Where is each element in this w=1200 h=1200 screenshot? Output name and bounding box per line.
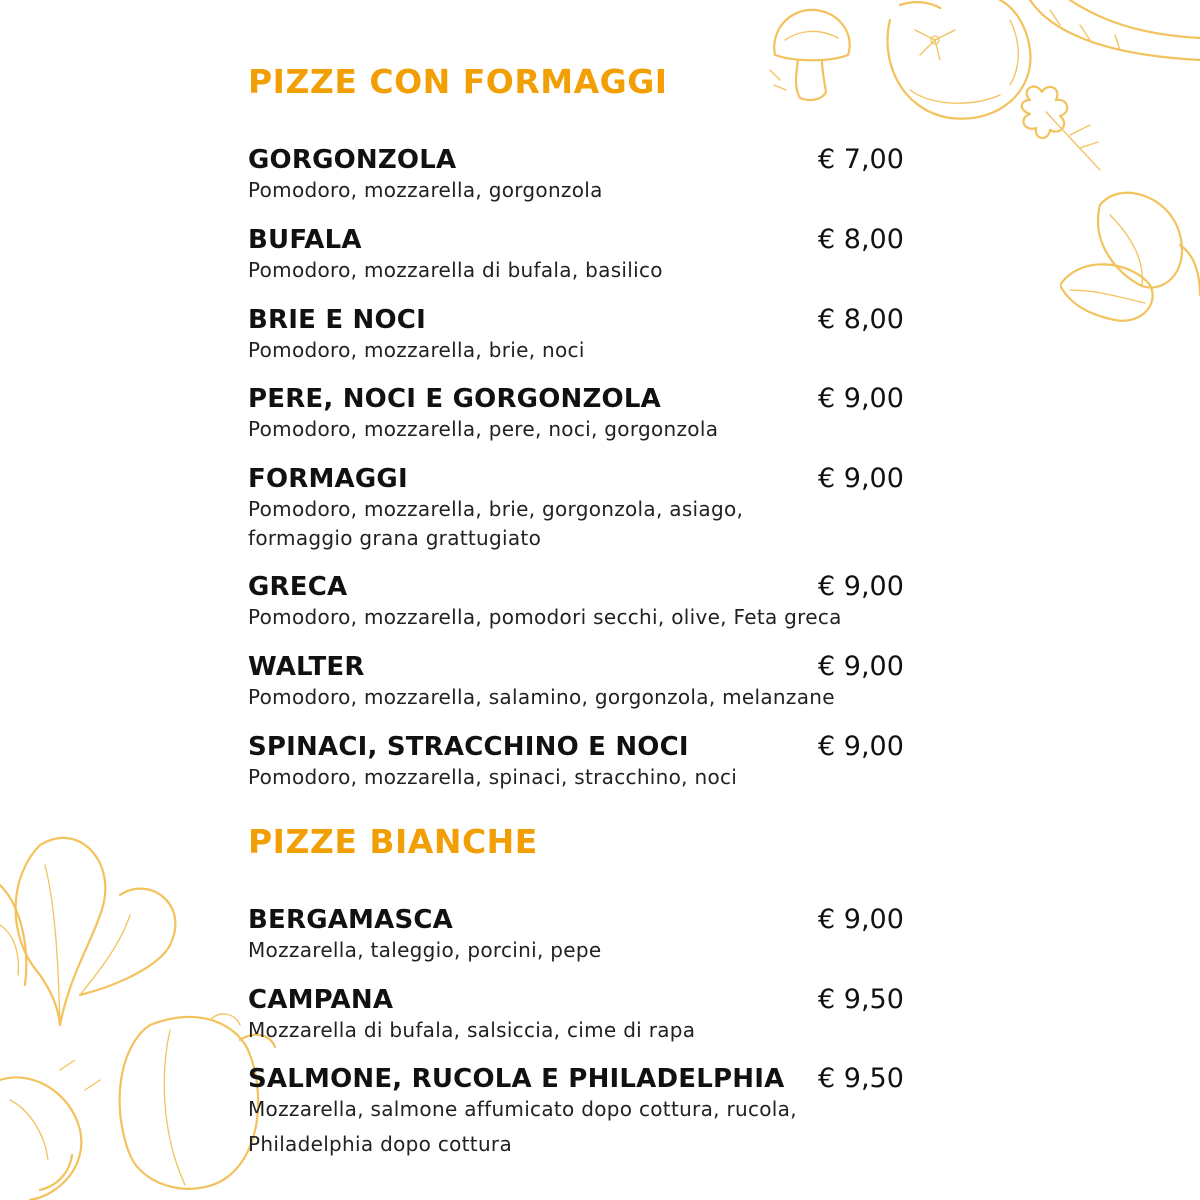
item-description: Pomodoro, mozzarella, brie, gorgonzola, asiago, [248, 497, 744, 521]
item-name: PERE, NOCI E GORGONZOLA [248, 384, 661, 414]
item-description: Mozzarella, taleggio, porcini, pepe [248, 938, 602, 962]
item-description: Pomodoro, mozzarella, pomodori secchi, olive, Feta greca [248, 605, 842, 629]
item-description: Pomodoro, mozzarella, gorgonzola [248, 178, 603, 202]
radish-illustration [0, 1060, 120, 1200]
item-description-continued: Philadelphia dopo cottura [248, 1132, 512, 1156]
item-description: Mozzarella di bufala, salsiccia, cime di rapa [248, 1018, 696, 1042]
item-name: BRIE E NOCI [248, 305, 426, 335]
item-price: € 9,50 [818, 1063, 904, 1094]
item-price: € 9,00 [818, 571, 904, 602]
item-price: € 9,00 [818, 383, 904, 414]
item-name: FORMAGGI [248, 464, 408, 494]
parsley-illustration [1010, 80, 1110, 175]
section-title-formaggi: PIZZE CON FORMAGGI [248, 62, 668, 101]
item-price: € 8,00 [818, 224, 904, 255]
item-price: € 9,00 [818, 904, 904, 935]
item-description-continued: formaggio grana grattugiato [248, 526, 542, 550]
item-description: Mozzarella, salmone affumicato dopo cottura, rucola, [248, 1097, 797, 1121]
item-name: WALTER [248, 652, 365, 682]
spinach-illustration [1060, 185, 1200, 355]
item-description: Pomodoro, mozzarella, spinaci, stracchino, noci [248, 765, 738, 789]
item-name: GRECA [248, 572, 348, 602]
item-price: € 8,00 [818, 304, 904, 335]
item-description: Pomodoro, mozzarella, salamino, gorgonzola, melanzane [248, 685, 835, 709]
item-name: CAMPANA [248, 985, 394, 1015]
item-price: € 9,00 [818, 463, 904, 494]
item-description: Pomodoro, mozzarella di bufala, basilico [248, 258, 663, 282]
item-name: GORGONZOLA [248, 145, 457, 175]
item-price: € 9,00 [818, 731, 904, 762]
item-name: SPINACI, STRACCHINO E NOCI [248, 732, 689, 762]
item-name: BUFALA [248, 225, 362, 255]
mushroom-illustration [760, 0, 860, 105]
item-name: BERGAMASCA [248, 905, 453, 935]
item-price: € 9,00 [818, 651, 904, 682]
item-description: Pomodoro, mozzarella, pere, noci, gorgonzola [248, 417, 719, 441]
item-price: € 7,00 [818, 144, 904, 175]
tomato-illustration [860, 0, 1050, 130]
leaf-illustration [1020, 0, 1200, 80]
item-name: SALMONE, RUCOLA E PHILADELPHIA [248, 1064, 785, 1094]
item-price: € 9,50 [818, 984, 904, 1015]
section-title-bianche: PIZZE BIANCHE [248, 822, 538, 861]
item-description: Pomodoro, mozzarella, brie, noci [248, 338, 585, 362]
spinach-illustration [0, 825, 260, 1045]
